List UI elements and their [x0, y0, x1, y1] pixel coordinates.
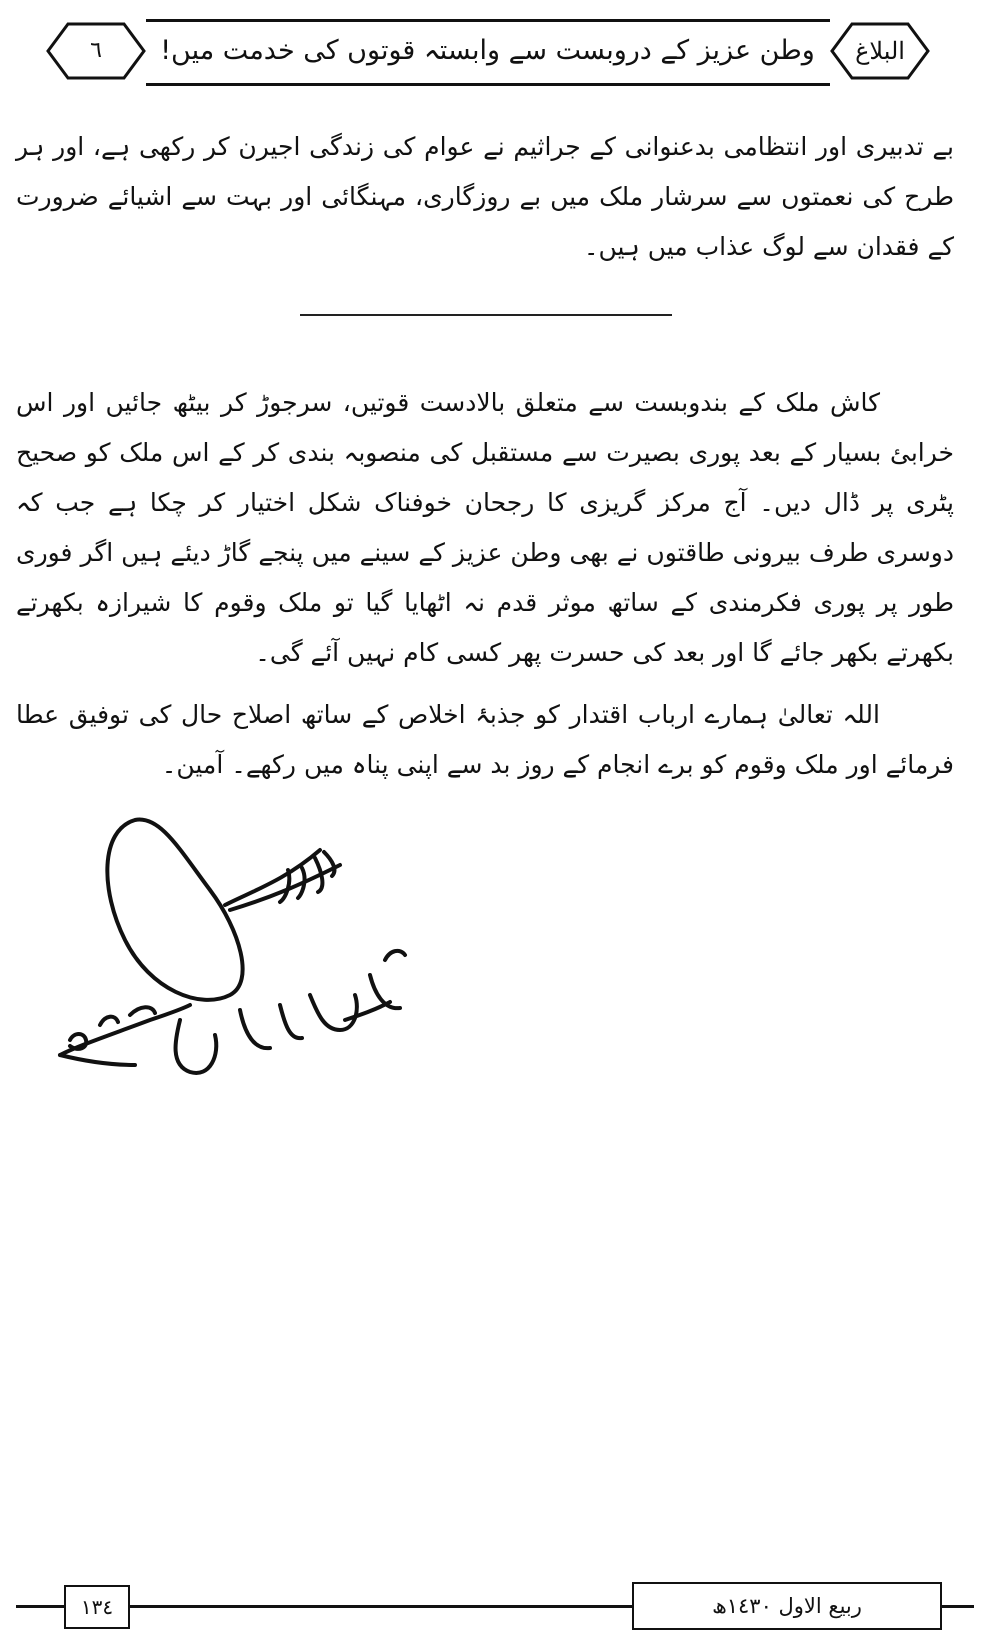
page-number: ١٣٤: [64, 1585, 130, 1629]
section-number: ٦: [90, 38, 102, 63]
footer-rule-right: [940, 1605, 974, 1608]
footer-rule-middle: [130, 1605, 632, 1608]
page-title: وطن عزیز کے دروبست سے وابستہ قوتوں کی خدمت میں!: [160, 35, 815, 66]
paragraph-2: کاش ملک کے بندوبست سے متعلق بالادست قوتیں، سرجوڑ کر بیٹھ جائیں اور اس خرابئ بسیار کے بعد پوری بصیرت سے مستقبل کی منصوبہ بندی کر کے اس ملک کو صحیح پٹری پر ڈال دیں۔ آج مرکز گریزی کا رجحان خوفناک شکل اختیار کر چکا ہے جب کہ دوسری طرف بیرونی طاقتوں نے بھی وطن عزیز کے سینے میں پنجے گاڑ دیئے ہیں اگر فوری طور پر پوری فکرمندی کے ساتھ موثر قدم نہ اٹھایا گیا تو ملک وقوم کا شیرازہ بکھرتے بکھرتے بکھر جائے گا اور بعد کی حسرت پھر کسی کام نہیں آئے گی۔: [16, 388, 954, 667]
issue-date: ربیع الاول ١٤٣٠ھ: [632, 1582, 942, 1630]
header-bottom-rule: [146, 83, 830, 86]
header-top-rule: [146, 19, 830, 22]
section-divider: [300, 314, 672, 316]
magazine-name-badge: [830, 22, 930, 80]
paragraph-3: اللہ تعالیٰ ہمارے ارباب اقتدار کو جذبۂ اخلاص کے ساتھ اصلاح حال کی توفیق عطا فرمائے اور ملک وقوم کو برے انجام کے روز بد سے اپنی پناہ میں رکھے۔ آمین۔: [16, 700, 954, 779]
magazine-name: البلاغ: [855, 37, 905, 65]
handwritten-signature: [40, 810, 460, 1120]
paragraph-1: بے تدبیری اور انتظامی بدعنوانی کے جراثیم نے عوام کی زندگی اجیرن کر رکھی ہے، اور ہر طرح کی نعمتوں سے سرشار ملک میں بے روزگاری، مہنگائی اور بہت سے اشیائے ضرورت کے فقدان سے لوگ عذاب میں ہیں۔: [16, 132, 954, 261]
footer-rule-left: [16, 1605, 64, 1608]
section-number-badge: [46, 22, 146, 80]
